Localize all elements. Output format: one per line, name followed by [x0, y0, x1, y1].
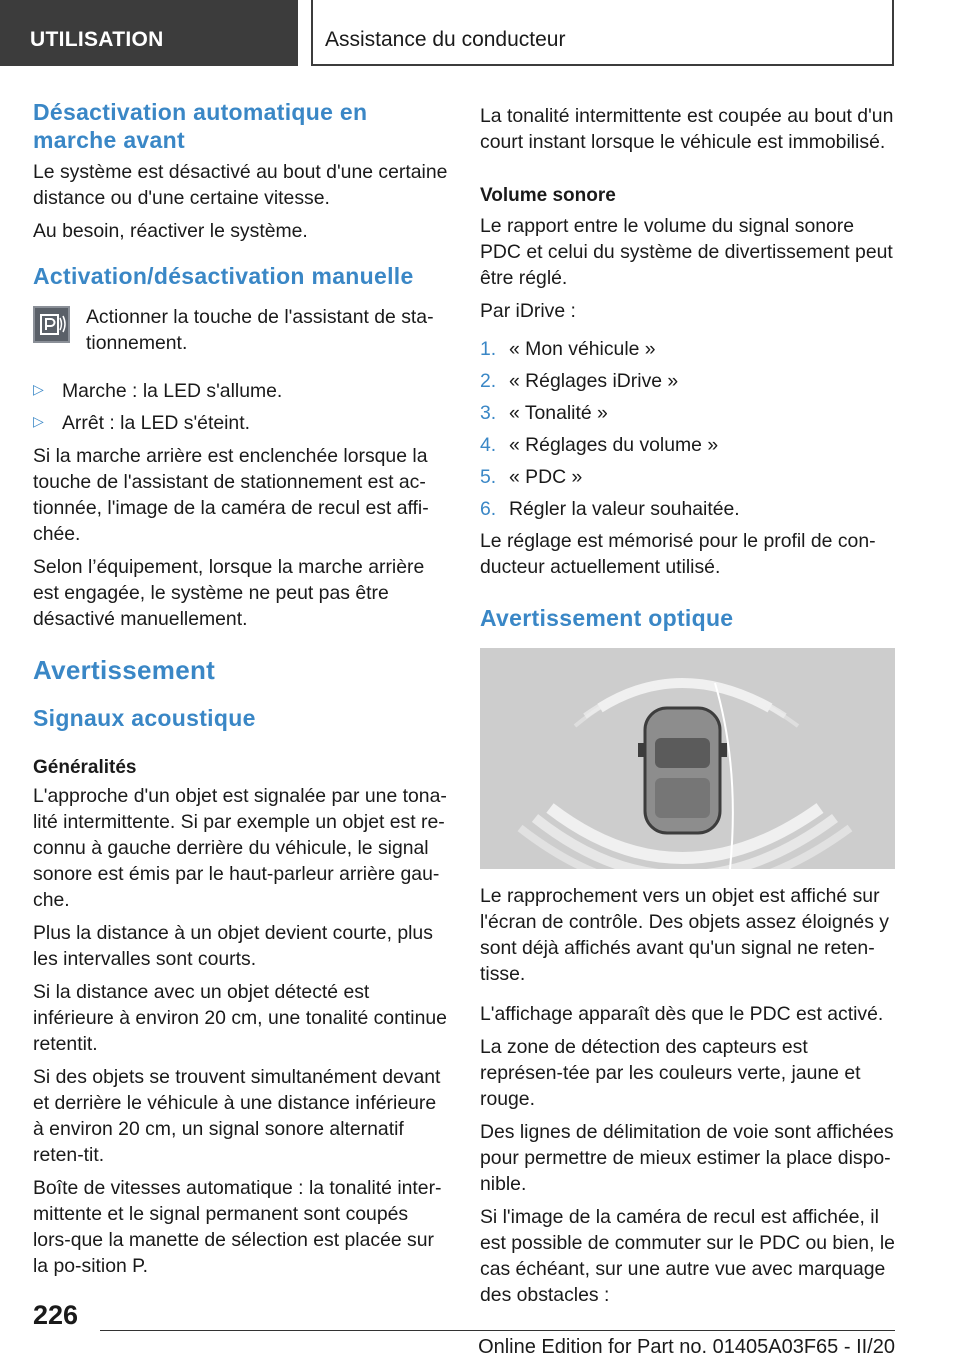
para-camera: Si l'image de la caméra de recul est affichée, il est possible de commuter sur le PDC ou bien, le cas échéant, sur une autre vue avec marquage des obstacles :: [480, 1206, 895, 1306]
edition-note: Online Edition for Part no. 01405A03F65 - II/20: [478, 1336, 895, 1358]
left-column: [33, 98, 448, 1279]
para-approach: L'approche d'un objet est signalée par une tona-lité intermittente. Si par exemple un objet est re-connu à gauche derrière du véhicule, le signal sonore est émis par le haut-parleur arrière gau-che.: [33, 785, 447, 911]
page-number: 226: [33, 1300, 79, 1330]
list-item: [480, 336, 895, 368]
triangle-bullet-icon: ▷: [33, 413, 44, 429]
para-reverse: Si la marche arrière est enclenchée lorsque la touche de l'assistant de stationnement est ac-tionnée, l'image de la caméra de recul est affi-chée.: [33, 445, 429, 545]
list-item: [480, 496, 895, 528]
footer-divider: [100, 1330, 895, 1331]
list-item: [480, 432, 895, 464]
section-label: UTILISATION: [30, 28, 164, 51]
pdc-illustration: [480, 648, 895, 869]
step-number: 3.: [480, 402, 497, 424]
para-objects: Si des objets se trouvent simultanément devant et derrière le véhicule à une distance inférieure à environ 20 cm, un signal sonore alternatif reten-tit.: [33, 1066, 441, 1166]
heading-acoustic: Signaux acoustique: [33, 705, 256, 731]
section-tab: [0, 0, 298, 66]
list-item: [480, 400, 895, 432]
step-label: « PDC »: [509, 466, 583, 488]
para-detection-zone: La zone de détection des capteurs est représen-tée par les couleurs verte, jaune et rouge.: [480, 1036, 861, 1110]
heading-volume: Volume sonore: [480, 185, 616, 206]
list-item-label: Marche : la LED s'allume.: [62, 380, 283, 402]
parking-assistant-button-icon: [33, 306, 70, 343]
chapter-tab: [311, 0, 894, 66]
heading-optical: Avertissement optique: [480, 605, 734, 631]
heading-auto-deactivation: Désactivation automatique en marche avant: [33, 99, 368, 153]
chapter-label: Assistance du conducteur: [325, 28, 566, 51]
para-approach-display: Le rapprochement vers un objet est affiché sur l'écran de contrôle. Des objets assez éloignés y sont déjà affichés avant qu'un signal ne reten-tisse.: [480, 885, 889, 985]
heading-warning: Avertissement: [33, 655, 216, 685]
page-header: [0, 0, 960, 66]
list-item: [33, 378, 448, 410]
step-number: 5.: [480, 466, 497, 488]
para-tone-stop: La tonalité intermittente est coupée au bout d'un court instant lorsque le véhicule est immobilisé.: [480, 105, 894, 153]
step-number: 2.: [480, 370, 497, 392]
para-idrive: Par iDrive :: [480, 300, 576, 322]
para-display-active: L'affichage apparaît dès que le PDC est activé.: [480, 1003, 884, 1025]
para-saved: Le réglage est mémorisé pour le profil de con-ducteur actuellement utilisé.: [480, 530, 876, 578]
step-label: Régler la valeur souhaitée.: [509, 498, 740, 520]
list-item: [33, 410, 448, 442]
para-lane-lines: Des lignes de délimitation de voie sont affichées pour permettre de mieux estimer la place dispo-nible.: [480, 1121, 894, 1195]
list-item: [480, 464, 895, 496]
para-gearbox: Boîte de vitesses automatique : la tonalité inter-mittente et le signal permanent sont coupés lors-que la manette de sélection est placée sur la po-sition P.: [33, 1177, 442, 1277]
steps-list: [480, 336, 895, 528]
step-label: « Mon véhicule »: [509, 338, 656, 360]
step-label: « Réglages iDrive »: [509, 370, 679, 392]
step-number: 4.: [480, 434, 497, 456]
para-distance: Si la distance avec un objet détecté est inférieure à environ 20 cm, une tonalité continue retentit.: [33, 981, 447, 1055]
button-instruction: [33, 304, 448, 368]
list-item: [480, 368, 895, 400]
right-column: [480, 98, 895, 1308]
para-ratio: Le rapport entre le volume du signal sonore PDC et celui du système de divertissement peut être réglé.: [480, 215, 893, 289]
heading-general: Généralités: [33, 757, 137, 778]
list-item-label: Arrêt : la LED s'éteint.: [62, 412, 250, 434]
step-number: 1.: [480, 338, 497, 360]
para-shorter: Plus la distance à un objet devient courte, plus les intervalles sont courts.: [33, 922, 433, 970]
step-number: 6.: [480, 498, 497, 520]
triangle-bullet-icon: ▷: [33, 381, 44, 397]
heading-manual: Activation/désactivation manuelle: [33, 263, 414, 289]
step-label: « Tonalité »: [509, 402, 608, 424]
step-label: « Réglages du volume »: [509, 434, 719, 456]
para-reactivate: Au besoin, réactiver le système.: [33, 220, 308, 242]
para-auto: Le système est désactivé au bout d'une certaine distance ou d'une certaine vitesse.: [33, 161, 448, 209]
para-equipment: Selon l’équipement, lorsque la marche arrière est engagée, le système ne peut pas être désactivé manuellement.: [33, 556, 425, 630]
button-instruction-text: Actionner la touche de l'assistant de sta-tionnement.: [86, 306, 434, 354]
